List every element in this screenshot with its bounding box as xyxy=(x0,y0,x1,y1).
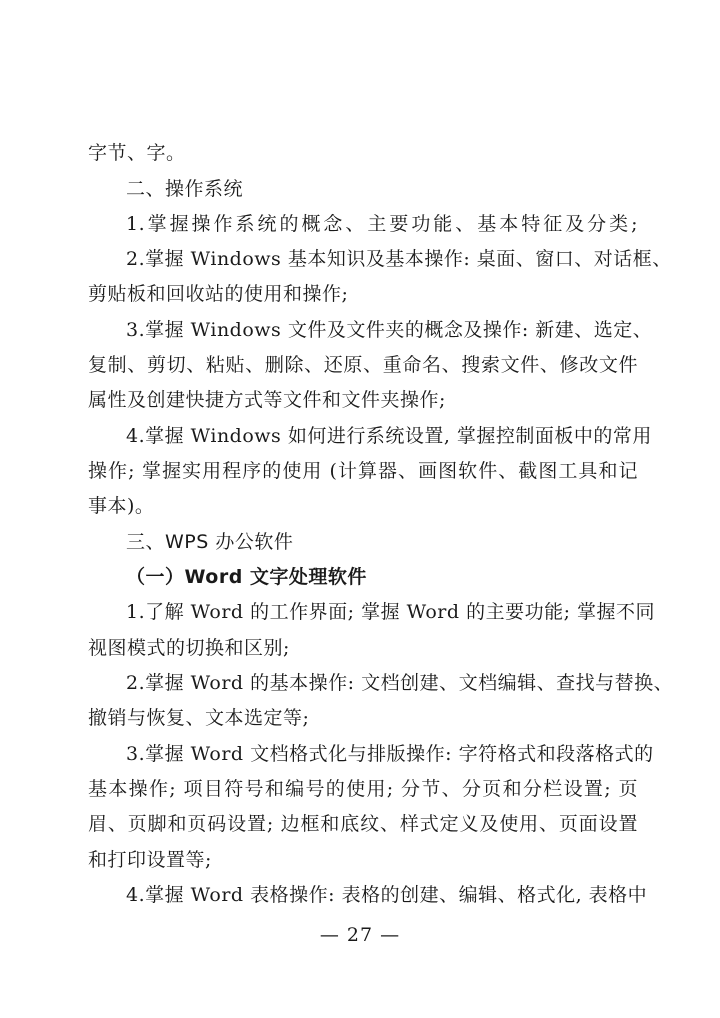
text-line: 属性及创建快捷方式等文件和文件夹操作; xyxy=(88,389,446,411)
text-line: 3.掌握 Word 文档格式化与排版操作: 字符格式和段落格式的 xyxy=(126,743,654,765)
text-line: 视图模式的切换和区别; xyxy=(88,637,290,659)
text-line: 1.了解 Word 的工作界面; 掌握 Word 的主要功能; 掌握不同 xyxy=(126,601,656,623)
text-line: 剪贴板和回收站的使用和操作; xyxy=(88,283,349,305)
section-heading-wps: 三、WPS 办公软件 xyxy=(126,531,294,553)
section-heading-os: 二、操作系统 xyxy=(126,178,244,200)
text-line: 撤销与恢复、文本选定等; xyxy=(88,707,310,729)
text-line: 复制、剪切、粘贴、删除、还原、重命名、搜索文件、修改文件 xyxy=(88,354,638,376)
text-line: 基本操作; 项目符号和编号的使用; 分节、分页和分栏设置; 页 xyxy=(88,778,638,800)
text-line: 字节、字。 xyxy=(88,142,186,164)
text-line: 4.掌握 Windows 如何进行系统设置, 掌握控制面板中的常用 xyxy=(126,425,652,447)
text-line: 操作; 掌握实用程序的使用 (计算器、画图软件、截图工具和记 xyxy=(88,460,638,482)
text-line: 3.掌握 Windows 文件及文件夹的概念及操作: 新建、选定、 xyxy=(126,319,653,341)
text-line: 2.掌握 Word 的基本操作: 文档创建、文档编辑、查找与替换、 xyxy=(126,672,674,694)
page-number: — 27 — xyxy=(319,924,401,946)
text-line: 眉、页脚和页码设置; 边框和底纹、样式定义及使用、页面设置 xyxy=(88,813,638,835)
text-line: 2.掌握 Windows 基本知识及基本操作: 桌面、窗口、对话框、 xyxy=(126,248,672,270)
text-line: 1.掌握操作系统的概念、主要功能、基本特征及分类; xyxy=(126,213,638,235)
text-line: 事本)。 xyxy=(88,495,155,517)
text-line: 和打印设置等; xyxy=(88,849,212,871)
subsection-heading-word: （一）Word 文字处理软件 xyxy=(126,566,367,588)
text-line: 4.掌握 Word 表格操作: 表格的创建、编辑、格式化, 表格中 xyxy=(126,884,648,906)
